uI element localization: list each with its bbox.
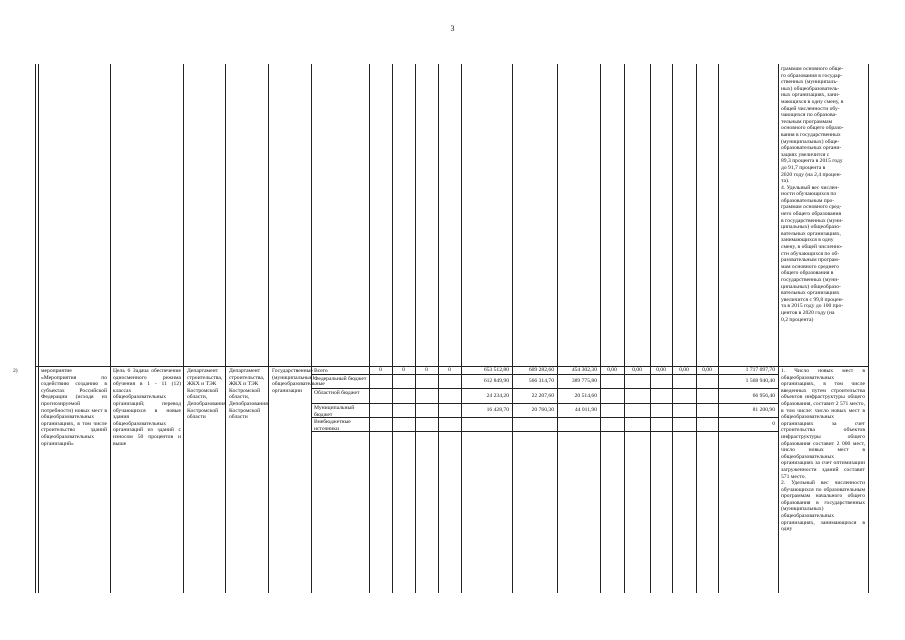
value-federal-y3: 389 775,80 [571, 378, 597, 384]
value-municipal-y1: 16 428,70 [486, 407, 509, 413]
zero-decimal-value: 0,00 [679, 367, 689, 373]
value-municipal-y3: 44 011,90 [574, 407, 597, 413]
source-label-total: Всего [314, 368, 328, 374]
source-label-municipal: Муниципальный бюджет [314, 405, 355, 418]
zero-value: 0 [448, 367, 451, 373]
zero-value: 0 [425, 367, 428, 373]
value-regional-y3: 20 514,60 [574, 393, 597, 399]
source-label-regional: Областной бюджет [314, 390, 360, 396]
source-label-federal: Федеральный бюджет [314, 376, 367, 382]
value-municipal-y2: 20 760,30 [531, 407, 554, 413]
total-municipal: 81 200,90 [752, 407, 775, 413]
goal-task: Цель 6 Задача обеспечение односменного режима обучения в 1 - 11 (12) классах общеобразовательных организаций; перевод обучающихся в новые здания общеобразовательных организаций из зданий с износом 50 процентов и выше [113, 368, 181, 447]
value-regional-y1: 24 234,20 [486, 393, 509, 399]
participant: Государственные (муниципальные) общеобразовательные организации [272, 368, 325, 394]
measure-name: мероприятие «Мероприятия по содействию созданию в субъектах Российской Федерации (исходя из прогнозируемой потребности) новых мест в общеобразовательных организациях, в том числе строительство зданий общеобразовательных организаций» [41, 368, 107, 447]
value-total-y3: 454 302,30 [571, 367, 597, 373]
total-federal: 1 568 940,40 [745, 378, 775, 384]
total-regional: 66 956,40 [752, 393, 775, 399]
value-total-y2: 609 282,60 [528, 367, 554, 373]
expected-result-text: 1. Число новых мест в общеобразовательных организациях, в том числе введенных путем строительства объектов инфраструктуры общего образования, составит 2 571 место, в том числе: число новых мест в общеобразовательных организациях за счет строительства объектов инфраструктуры общего образования составит 2 000 мест, число новых мест в общеобразовательных организациях за счет оптимизации загруженности зданий составит 571 место. 2. Удельный вес численности обучающихся по образовательным программам начального общего образования в государственных (муниципальных) общеобразовательных организациях, занимающихся в одну [781, 368, 865, 533]
zero-value: 0 [379, 367, 382, 373]
page-number: 3 [450, 24, 455, 33]
value-total-y1: 653 512,80 [483, 367, 509, 373]
zero-decimal-value: 0,00 [702, 367, 712, 373]
executor-1: Департамент строительства, ЖКХ и ТЭК Костромской области, Депобразования Костромской области [187, 368, 226, 421]
zero-decimal-value: 0,00 [656, 367, 666, 373]
zero-decimal-value: 0,00 [632, 367, 642, 373]
source-label-extrabudget: Внебюджетные источники [314, 419, 351, 432]
continuation-result-text: граммам основного обще- го образования в государ- ственных (муниципаль- ных) общеобразователь- ных организациях, зани- мающихся в одну смену, в общей численности обу- чающихся по образова- тельным программам основного общего образо- вания в государственных (муниципальных) обще- образовательных органи- зациях увеличится с 89,3 процента в 2015 году до 91,7 процента в 2020 году (на 2,4 процен- та). 4. Удельный вес числен- ности обучающихся по образовательным про- граммам основного сред- него общего образования в государственных (муни- ципальных) общеобразо- вательных организациях, занимающихся в одну смену, в общей численно- сти обучающихся по об- разовательным програм- мам основного среднего общего образования в государственных (муни- ципальных) общеобразо- вательных организациях увеличится с 99,8 процен- та в 2015 году до 100 про- центов в 2020 году (на 0,2 процента) [781, 66, 844, 323]
zero-value: 0 [402, 367, 405, 373]
value-federal-y1: 612 849,90 [483, 378, 509, 384]
total-all: 1 717 097,70 [745, 367, 775, 373]
value-regional-y2: 22 207,60 [531, 393, 554, 399]
row-number: 2) [13, 368, 18, 374]
executor-2: Департамент строительства, ЖКХ и ТЭК Костромской области, Депобразования Костромской области [229, 368, 268, 421]
zero-decimal-value: 0,00 [607, 367, 617, 373]
total-extrabudget: 0 [772, 421, 775, 427]
value-federal-y2: 566 314,70 [528, 378, 554, 384]
